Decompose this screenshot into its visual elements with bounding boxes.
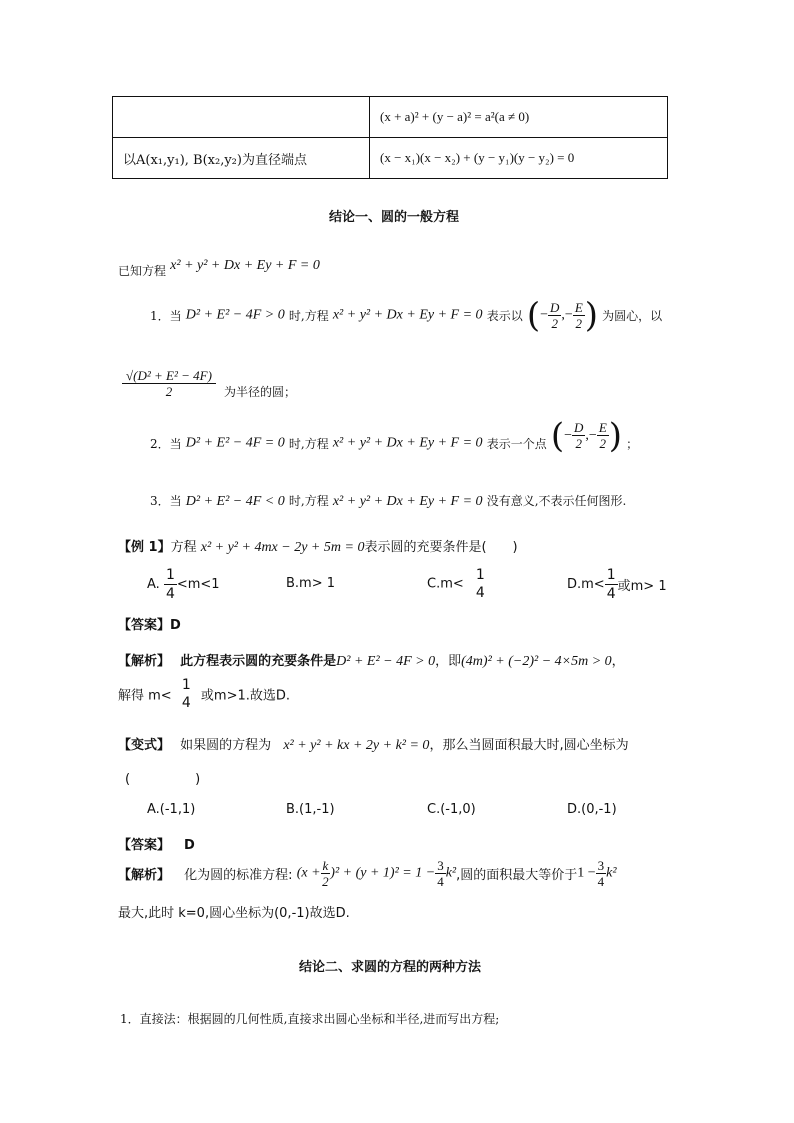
left-paren: (	[526, 295, 541, 336]
solve-line: 解得 m< 1 4 或m>1.故选D.	[118, 677, 291, 711]
right-paren: )	[608, 415, 623, 456]
item-prefix: 3．当	[150, 494, 182, 508]
left-paren: (	[550, 415, 565, 456]
equation: x² + y² + Dx + Ey + F = 0	[332, 494, 483, 509]
intro-equation: x² + y² + Dx + Ey + F = 0	[170, 258, 320, 273]
fraction: $\frac{E}{2}$	[598, 420, 607, 451]
option-a: A. $\frac{1}{4}$ <m<1	[147, 567, 220, 602]
item-text: 表示以	[486, 309, 523, 323]
fraction: $\frac{D}{2}$	[574, 420, 584, 451]
variant-analysis: 【解析】 化为圆的标准方程: (x + $\frac{k}{2}$ )² + (y + 1)² = 1 − $\frac{3}{4}$ k²,圆的面积最大等价于1 − $\frac{3}{4}$ k²	[118, 858, 617, 889]
table-cell: 以A(x₁,y₁), B(x₂,y₂)为直径端点	[113, 138, 370, 179]
item-prefix: 2．当	[150, 437, 182, 451]
question-text: 方程	[170, 540, 197, 555]
item-prefix: 1．当	[150, 309, 182, 323]
radius-line	[122, 368, 296, 399]
equation: x² + y² + Dx + Ey + F = 0	[332, 435, 483, 451]
table-row	[113, 138, 668, 179]
option-b: B.m> 1	[286, 576, 336, 591]
equation-table	[112, 96, 668, 179]
item-text: ；	[626, 437, 639, 451]
variant-analysis-line2: 最大,此时 k=0,圆心坐标为(0,-1)故选D.	[118, 906, 350, 921]
answer-paren: ( )	[125, 772, 201, 787]
item-text: 为半径的圆；	[224, 385, 297, 399]
section-title: 结论一、圆的一般方程	[329, 210, 460, 225]
intro-text: 已知方程	[118, 264, 167, 278]
question-text: 表示圆的充要条件是( )	[364, 540, 518, 555]
table-cell: (x + a)² + (y − a)² = a²(a ≠ 0)	[370, 97, 668, 138]
item-text: 时,方程	[288, 309, 329, 323]
condition-item-1: 1．当 D² + E² − 4F > 0 时,方程 x² + y² + Dx + Ey + F = 0 表示以 (− $\frac{D}{2}$ ,− $\frac{E}{2}$ ) 为圆心，以	[150, 295, 663, 336]
fraction: $\frac{k}{2}$	[322, 858, 329, 889]
table-cell	[113, 97, 370, 138]
fraction: 1 4	[181, 677, 191, 711]
variant-question: 【变式】 如果圆的方程为 x² + y² + kx + 2y + k² = 0，那么当圆面积最大时,圆心坐标为	[118, 738, 629, 753]
table-cell: (x − x₁)(x − x₂) + (y − y₁)(y − y₂) = 0	[370, 138, 668, 179]
condition-item-3	[150, 492, 626, 510]
fraction: $\frac{D}{2}$	[550, 300, 560, 331]
item-text: 为圆心，以	[602, 309, 663, 323]
radius-fraction: $\frac{\text{√(D² + E² − 4F)}}{2}$	[122, 368, 216, 399]
fraction: $\frac{3}{4}$	[437, 858, 444, 889]
fraction: $\frac{1}{4}$	[606, 567, 616, 602]
option-c: C.(-1,0)	[427, 802, 476, 817]
option-c: C.m< 1 4	[427, 567, 485, 601]
answer-line: 【答案】D	[118, 618, 181, 633]
table-row	[113, 97, 668, 138]
option-b: B.(1,-1)	[286, 802, 335, 817]
item-text: 时,方程	[288, 437, 329, 451]
fraction: 1 4	[475, 567, 485, 601]
example-question	[118, 536, 518, 556]
option-d: D.(0,-1)	[567, 802, 617, 817]
condition: D² + E² − 4F = 0	[185, 435, 285, 451]
equation: x² + y² + Dx + Ey + F = 0	[332, 307, 483, 323]
section-title: 结论二、求圆的方程的两种方法	[299, 960, 482, 975]
option-a: A.(-1,1)	[147, 802, 196, 817]
equation: x² + y² + 4mx − 2y + 5m = 0	[200, 540, 365, 555]
fraction: $\frac{E}{2}$	[574, 300, 583, 331]
item-text: 时,方程	[288, 494, 329, 508]
example-label: 【例 1】	[118, 540, 171, 555]
condition: D² + E² − 4F < 0	[185, 494, 285, 509]
analysis-line: 【解析】 此方程表示圆的充要条件是D² + E² − 4F > 0，即(4m)² + (−2)² − 4×5m > 0，	[118, 654, 625, 669]
answer-line: 【答案】 D	[118, 838, 195, 853]
fraction: $\frac{3}{4}$	[597, 858, 605, 889]
condition-item-2: 2．当 D² + E² − 4F = 0 时,方程 x² + y² + Dx + Ey + F = 0 表示一个点 (− $\frac{D}{2}$ ,− $\frac{E}{2}$ ) ；	[150, 415, 639, 456]
item-text: 没有意义,不表示任何图形.	[486, 494, 627, 508]
right-paren: )	[584, 295, 599, 336]
condition: D² + E² − 4F > 0	[185, 307, 285, 323]
option-d: D.m< $\frac{1}{4}$ 或m> 1	[567, 567, 667, 602]
method-item-1: 1．直接法：根据圆的几何性质,直接求出圆心坐标和半径,进而写出方程;	[120, 1012, 500, 1026]
item-text: 表示一个点	[486, 437, 547, 451]
intro-line	[118, 258, 320, 280]
fraction: $\frac{1}{4}$	[165, 567, 175, 602]
